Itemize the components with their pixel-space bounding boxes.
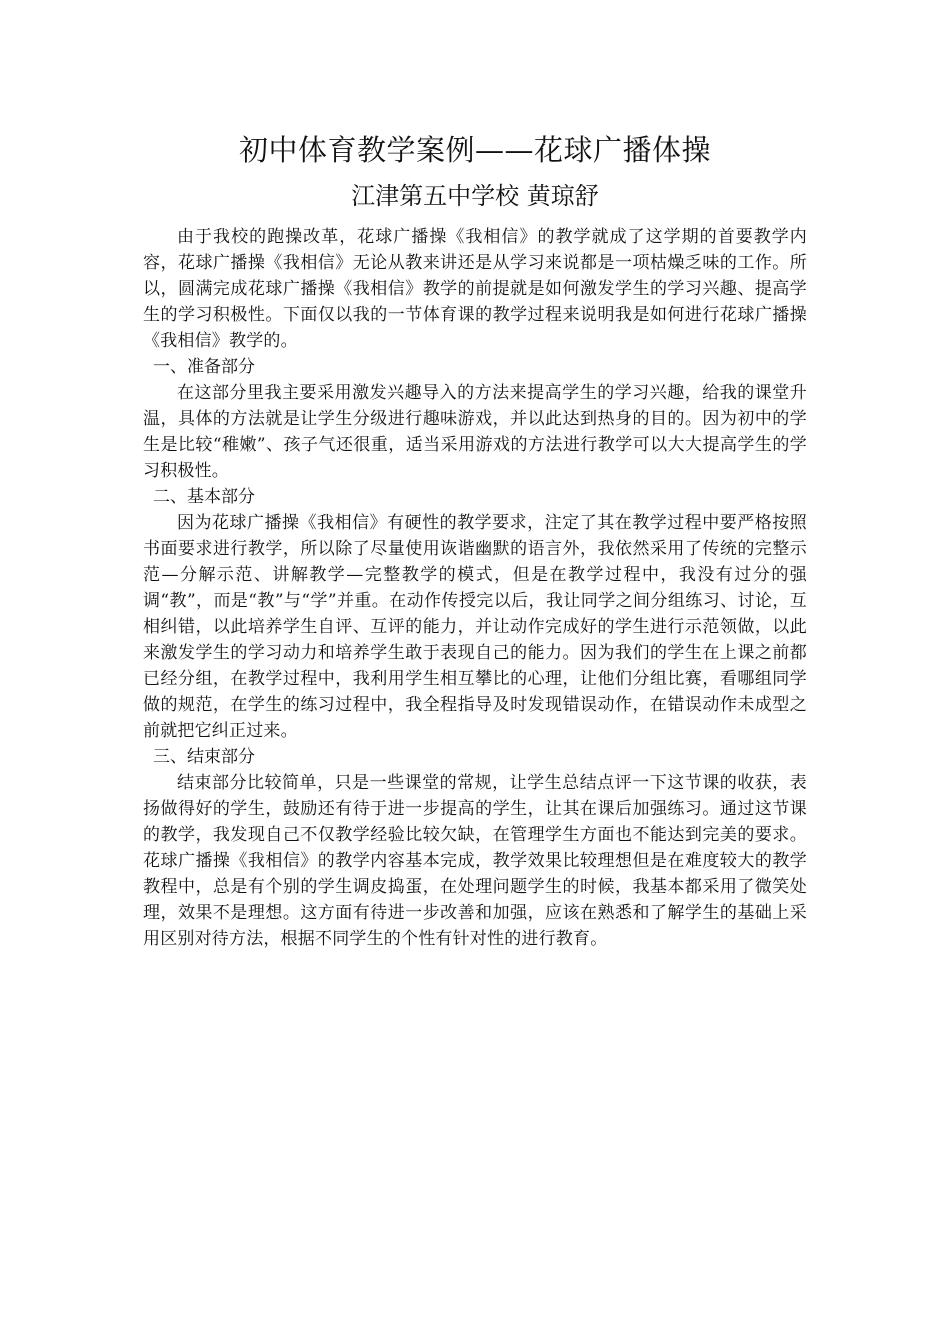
document-title: 初中体育教学案例——花球广播体操 [238,133,711,167]
document-author: 江津第五中学校 黄琼舒 [351,182,599,210]
section-body-basic: 因为花球广播操《我相信》有硬性的教学要求，注定了其在教学过程中要严格按照书面要求进行教学，所以除了尽量使用诙谐幽默的语言外，我依然采用了传统的完整示范—分解示范、讲解教学—完整教学的模式，但是在教学过程中，我没有过分的强调“教”，而是“教”与“学”并重。在动作传授完以后，我让同学之间分组练习、讨论，互相纠错，以此培养学生自评、互评的能力，并让动作完成好的学生进行示范领做，以此来激发学生的学习动力和培养学生敢于表现自己的能力。因为我们的学生在上课之前都已经分组，在教学过程中，我利用学生相互攀比的心理，让他们分组比赛，看哪组同学做的规范，在学生的练习过程中，我全程指导及时发现错误动作，在错误动作未成型之前就把它纠正过来。 [143,513,807,741]
intro-paragraph: 由于我校的跑操改革，花球广播操《我相信》的教学就成了这学期的首要教学内容，花球广播操《我相信》无论从教来讲还是从学习来说都是一项枯燥乏味的工作。所以，圆满完成花球广播操《我相信》教学的前提就是如何激发学生的学习兴趣、提高学生的学习积极性。下面仅以我的一节体育课的教学过程来说明我是如何进行花球广播操《我相信》教学的。 [143,227,807,351]
section-heading-ending: 三、结束部分 [153,747,255,767]
section-heading-preparation: 一、准备部分 [153,357,255,377]
section-body-preparation: 在这部分里我主要采用激发兴趣导入的方法来提高学生的学习兴趣，给我的课堂升温，具体的方法就是让学生分级进行趣味游戏，并以此达到热身的目的。因为初中的学生是比较“稚嫩”、孩子气还很重，适当采用游戏的方法进行教学可以大大提高学生的学习积极性。 [143,383,807,481]
section-heading-basic: 二、基本部分 [153,487,255,507]
document-page [143,128,807,952]
section-body-ending: 结束部分比较简单，只是一些课堂的常规，让学生总结点评一下这节课的收获，表扬做得好的学生，鼓励还有待于进一步提高的学生，让其在课后加强练习。通过这节课的教学，我发现自己不仅教学经验比较欠缺，在管理学生方面也不能达到完美的要求。花球广播操《我相信》的教学内容基本完成，教学效果比较理想但是在难度较大的教学教程中，总是有个别的学生调皮捣蛋，在处理问题学生的时候，我基本都采用了微笑处理，效果不是理想。这方面有待进一步改善和加强，应该在熟悉和了解学生的基础上采用区别对待方法，根据不同学生的个性有针对性的进行教育。 [143,773,807,949]
